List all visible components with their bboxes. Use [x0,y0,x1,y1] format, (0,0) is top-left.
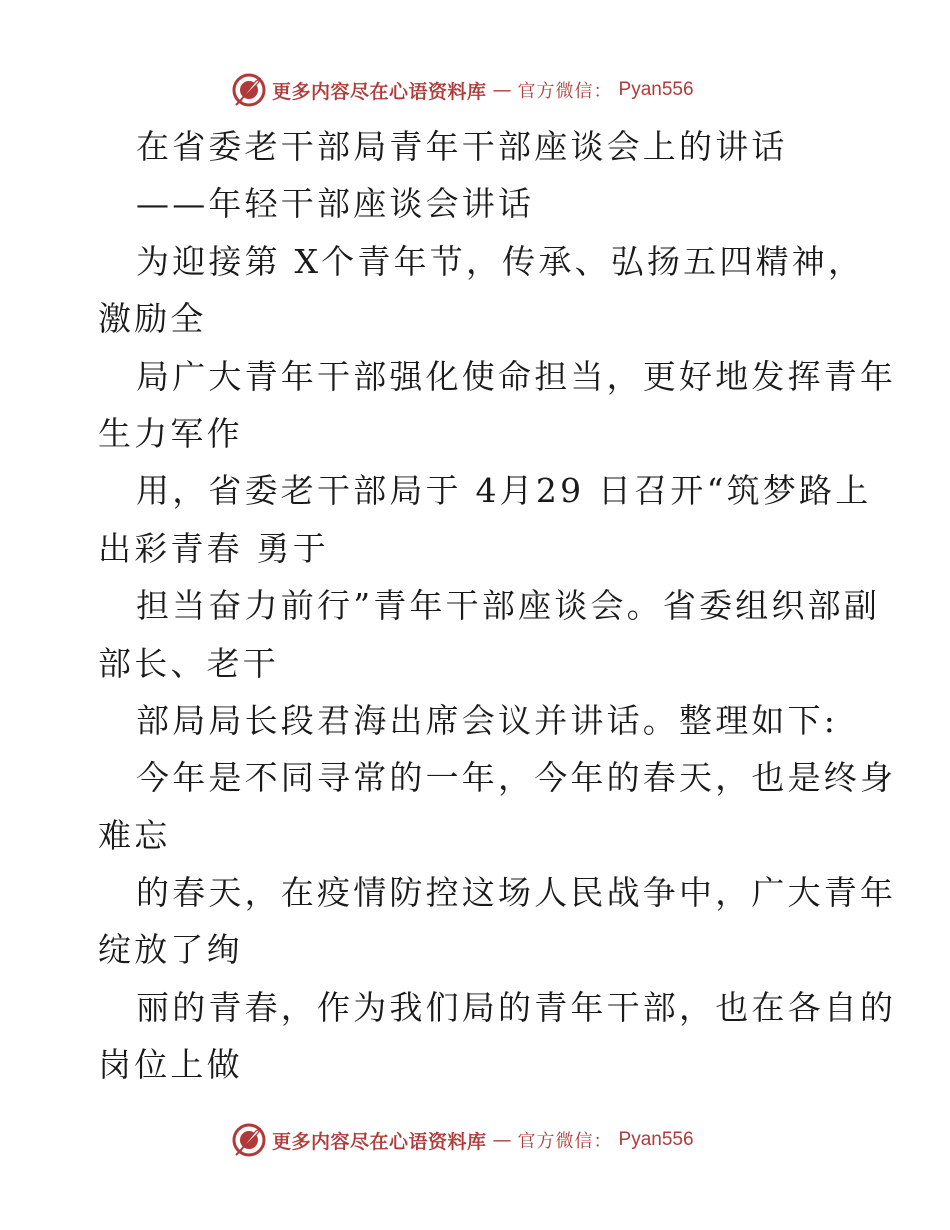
text-line: 的春天，在疫情防控这场人民战争中，广大青年 [136,873,897,913]
text-line: 局广大青年干部强化使命担当，更好地发挥青年 [136,356,897,396]
text-line: 用，省委老干部局于 4月29 日召开“筑梦路上 [136,471,872,511]
text-line: 今年是不同寻常的一年，今年的春天，也是终身 [136,758,897,798]
document-body [98,118,897,1094]
banner-wechat-label: 官方微信： [517,1131,613,1152]
feather-pen-logo-icon [232,73,266,107]
banner-slogan: 更多内容尽在心语资料库 [272,80,487,103]
text-line: 部局局长段君海出席会议并讲话。整理如下: [136,700,839,740]
text-line: 在省委老干部局青年干部座谈会上的讲话 [136,127,788,166]
text-line: 出彩青春 勇于 [98,528,329,568]
text-line: 为迎接第 X个青年节，传承、弘扬五四精神， [136,241,865,281]
header-banner [232,72,694,108]
text-line: 生力军作 [98,413,243,453]
feather-pen-logo-icon [232,1123,266,1157]
banner-slogan: 更多内容尽在心语资料库 [272,1130,487,1153]
footer-banner [232,1122,694,1158]
text-line: ——年轻干部座谈会讲话 [136,184,535,224]
text-line: 丽的青春，作为我们局的青年干部，也在各自的 [136,987,897,1027]
banner-separator: — [492,79,512,101]
text-line: 绽放了绚 [98,930,243,970]
text-line: 激励全 [98,299,207,339]
banner-separator: — [492,1129,512,1151]
text-line: 难忘 [98,815,171,855]
text-line: 部长、老干 [98,643,279,683]
text-line: 担当奋力前行”青年干部座谈会。省委组织部副 [136,586,881,626]
banner-wechat-id: Pyan556 [618,79,694,100]
banner-wechat-label: 官方微信： [517,81,613,102]
banner-wechat-id: Pyan556 [618,1129,694,1150]
text-line: 岗位上做 [98,1045,243,1085]
